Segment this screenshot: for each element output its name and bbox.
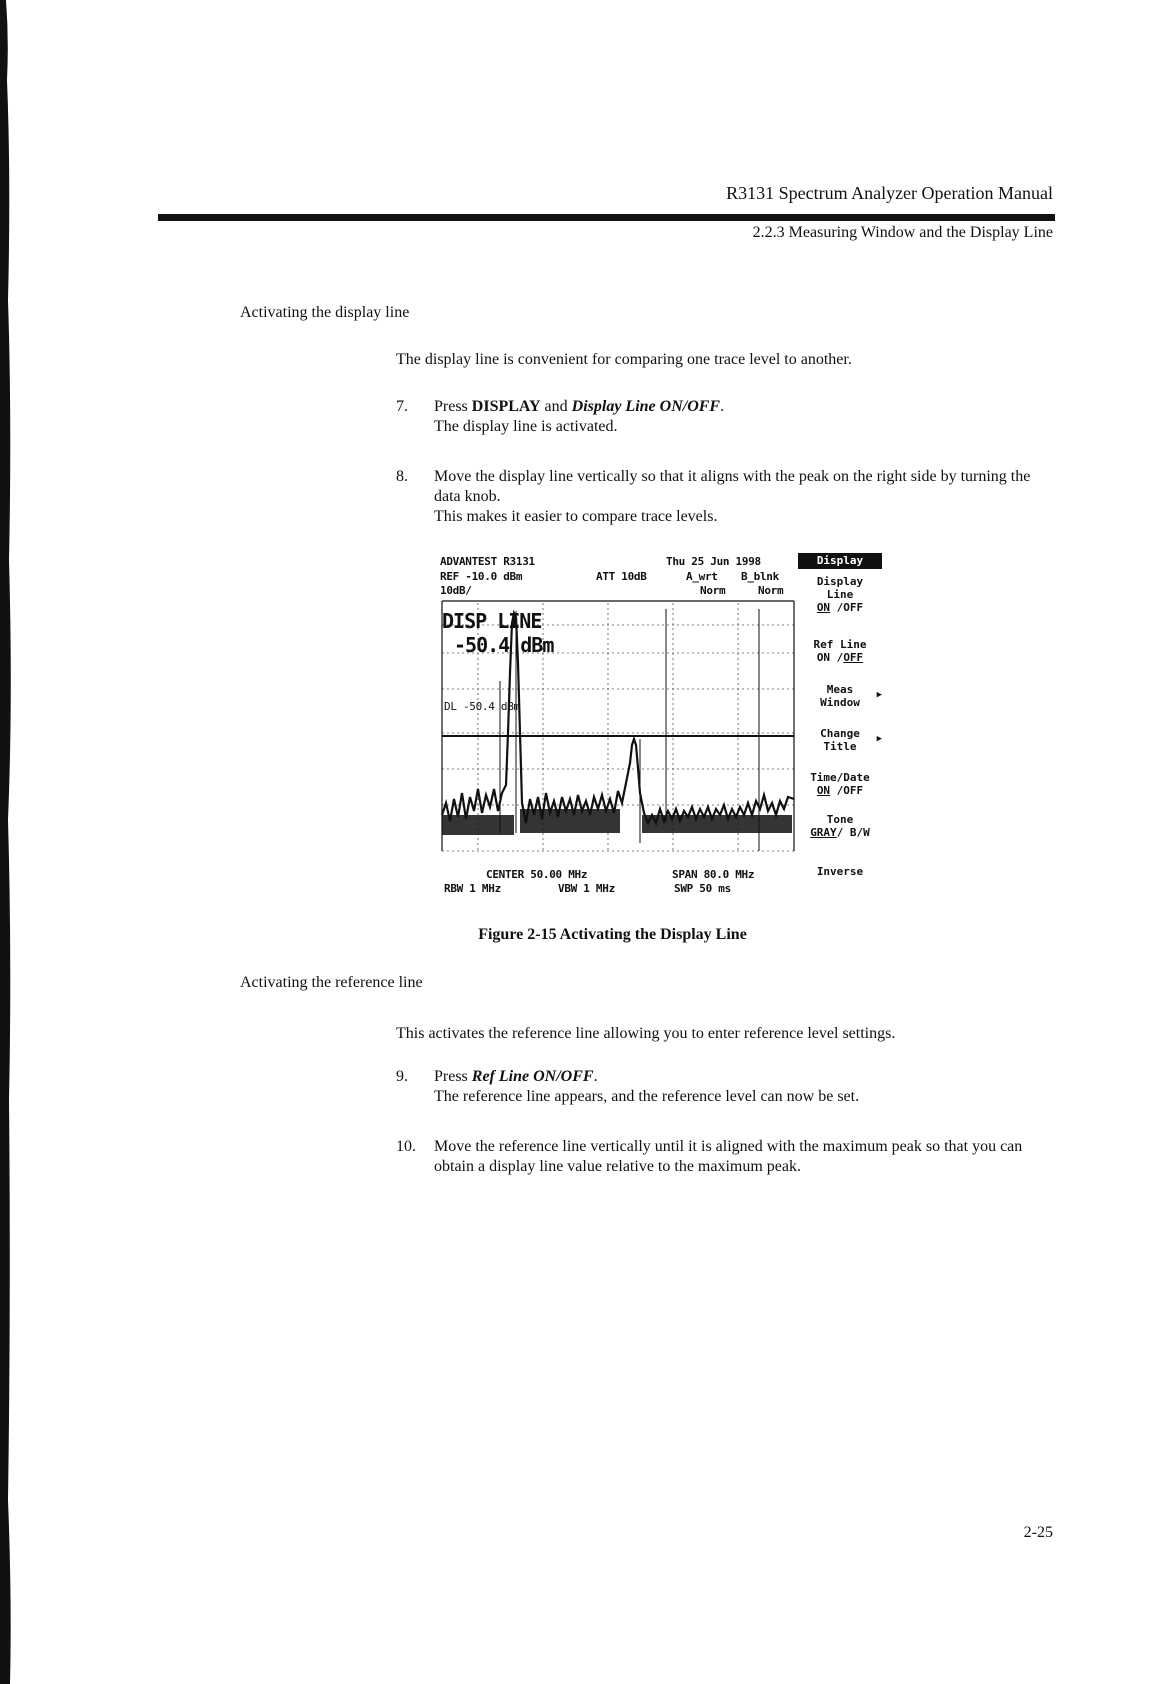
step-7-press: Press [434,398,472,415]
dl-marker-label: DL -50.4 dBm [444,700,520,713]
ref-line-intro: This activates the reference line allowing you to enter reference level settings. [396,1025,896,1042]
screen-brand: ADVANTEST R3131 [440,555,535,568]
scan-edge-shadow [0,0,14,1684]
display-line-intro: The display line is convenient for comparing one trace level to another. [396,351,852,368]
softkey-display-line-label: Display [816,575,864,588]
section-title: 2.2.3 Measuring Window and the Display Line [752,224,1053,241]
step-8-body [434,467,1056,527]
step-7-result: The display line is activated. [434,418,618,435]
screen-attenuation: ATT 10dB [596,570,647,583]
screen-trace-a: A_wrt [686,570,718,583]
step-10-number: 10. [396,1138,416,1155]
step-8-number: 8. [396,468,408,485]
display-line-softkey: Display Line ON/OFF [571,398,721,415]
step-7-and: and [540,398,572,415]
screen-norm-b: Norm [758,584,784,597]
softkey-time-date-label: Time/Date [810,771,870,784]
softkey-change-title-label: Change [820,727,860,740]
step-9-press: Press [434,1068,472,1085]
softkey-tone[interactable] [798,813,882,839]
screen-date: Thu 25 Jun 1998 [666,555,761,568]
submenu-arrow-icon: ▶ [876,734,882,744]
softkey-inverse[interactable]: Inverse [816,865,864,878]
softkey-display-line[interactable] [798,575,882,614]
disp-line-label: DISP LINE [442,609,542,633]
softkey-change-title[interactable] [798,727,882,753]
softkey-tone-bw: / B/W [836,826,870,839]
screen-span: SPAN 80.0 MHz [672,868,755,881]
menu-title: Display [798,553,882,569]
step-10-text: Move the reference line vertically until it is aligned with the maximum peak so that you can obtain a display line value relative to the maximum peak. [434,1138,1023,1175]
step-9-result: The reference line appears, and the reference level can now be set. [434,1088,860,1105]
screen-vbw: VBW 1 MHz [558,882,615,895]
softkey-tone-gray: GRAY [810,826,837,839]
screen-ref-level: REF -10.0 dBm [440,570,523,583]
step-8-text: Move the display line vertically so that it aligns with the peak on the right side by turning the data knob. [434,468,1031,505]
step-7-number: 7. [396,398,408,415]
page-number: 2-25 [1023,1524,1053,1541]
display-line-heading: Activating the display line [240,304,410,321]
softkey-time-date[interactable] [798,771,882,797]
analyzer-screen [438,553,882,898]
screen-rbw: RBW 1 MHz [444,882,501,895]
softkey-ref-line-off: OFF [843,651,864,664]
softkey-ref-line[interactable] [798,638,882,664]
softkey-menu [798,553,882,878]
softkey-change-title-label-2: Title [823,740,857,753]
softkey-time-date-on: ON [816,784,831,797]
step-7-dot: . [720,398,725,415]
softkey-meas-window-label: Meas [826,683,854,696]
header-rule [158,214,1055,221]
softkey-time-date-off: /OFF [830,784,864,797]
display-key: DISPLAY [471,398,541,415]
screen-sweep: SWP 50 ms [674,882,731,895]
submenu-arrow-icon: ▶ [876,690,882,700]
softkey-ref-line-label: Ref Line [813,638,867,651]
softkey-meas-window-label-2: Window [820,696,860,709]
ref-line-softkey: Ref Line ON/OFF [471,1068,594,1085]
screen-trace-b: B_blnk [741,570,779,583]
softkey-display-line-off: /OFF [830,601,864,614]
step-9-number: 9. [396,1068,408,1085]
ref-line-heading: Activating the reference line [240,974,423,991]
figure-caption: Figure 2-15 Activating the Display Line [478,926,747,943]
softkey-tone-label: Tone [826,813,854,826]
step-9-dot: . [593,1068,598,1085]
screen-center-freq: CENTER 50.00 MHz [486,868,588,881]
screen-norm-a: Norm [700,584,726,597]
disp-line-value: -50.4 dBm [454,633,554,657]
step-9-body [434,1067,1056,1107]
softkey-meas-window[interactable] [798,683,882,709]
softkey-display-line-label-2: Line [826,588,854,601]
softkey-ref-line-on: ON / [816,651,844,664]
step-8-result: This makes it easier to compare trace levels. [434,508,718,525]
step-7-body [434,397,1056,437]
screen-scale: 10dB/ [440,584,472,597]
softkey-display-line-on: ON [816,601,831,614]
manual-title: R3131 Spectrum Analyzer Operation Manual [726,183,1053,203]
